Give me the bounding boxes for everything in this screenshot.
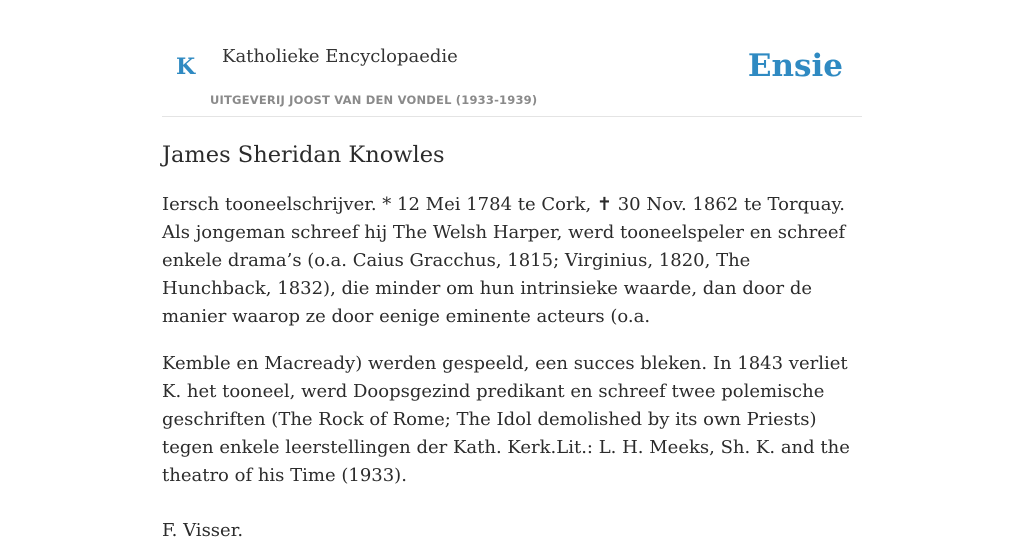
site-header [162,0,862,117]
site-title[interactable]: Katholieke Encyclopaedie [222,46,458,67]
article-paragraph: Iersch tooneelschrijver. * 12 Mei 1784 te Cork, ✝ 30 Nov. 1862 te Torquay. Als jongeman schreef hij The Welsh Harper, werd tooneelspeler en schreef enkele drama’s (o.a. Caius Gracchus, 1815; Virginius, 1820, The Hunchback, 1832), die minder om hun intrinsieke waarde, dan door de manier waarop ze door eenige eminente acteurs (o.a. [162,194,846,327]
logo-k-icon[interactable]: K [176,54,196,80]
article-title: James Sheridan Knowles [162,142,445,168]
ensie-logo-link[interactable]: Ensie [747,48,843,84]
article-author: F. Visser. [162,520,244,541]
article-paragraph: Kemble en Macready) werden gespeeld, een succes bleken. In 1843 verliet K. het tooneel, werd Doopsgezind predikant en schreef twee polemische geschriften (The Rock of Rome; The Idol demolished by its own Priests) tegen enkele leerstellingen der Kath. Kerk.Lit.: L. H. Meeks, Sh. K. and the theatro of his Time (1933). [162,353,850,486]
publisher-subtitle: UITGEVERIJ JOOST VAN DEN VONDEL (1933-1939) [210,93,538,107]
article [162,138,862,545]
